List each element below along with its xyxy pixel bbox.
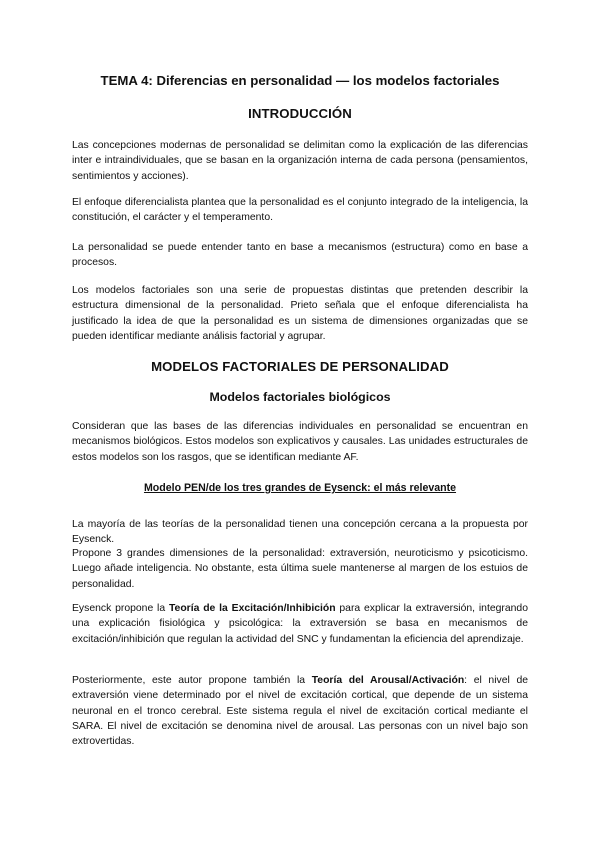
- pen-paragraph-2-text-b: para explicar la extraversión, integrando una explicación fisiológica y psicológica: la extraversión se basa en mecanismos de excitación/inhibición que regulan la actividad del SNC y fundamentan la eficiencia del aprendizaje.: [72, 603, 528, 645]
- subsection-heading-biologicos: Modelos factoriales biológicos: [209, 390, 391, 404]
- pen-paragraph-2-text-a: Eysenck propone la: [72, 603, 169, 614]
- pen-paragraph-2: [72, 601, 528, 647]
- section-heading-introduccion: INTRODUCCIÓN: [248, 106, 352, 121]
- pen-paragraph-1b: Propone 3 grandes dimensiones de la personalidad: extraversión, neuroticismo y psicoticismo. Luego añade inteligencia. No obstante, esta última suele mantenerse al margen de los estuios de personalidad.: [72, 548, 528, 590]
- intro-paragraph-3: La personalidad se puede entender tanto en base a mecanismos (estructura) como en base a procesos.: [72, 242, 528, 269]
- pen-paragraph-3: [72, 673, 528, 749]
- intro-paragraph-4: Los modelos factoriales son una serie de propuestas distintas que pretenden describir la estructura dimensional de la personalidad. Prieto señala que el enfoque diferencialista ha justificado la idea de que la personalidad es un sistema de dimensiones organizadas que se pueden identificar mediante análisis factorial y agrupar.: [72, 285, 528, 342]
- pen-paragraph-3-text-b: : el nivel de extraversión viene determinado por el nivel de excitación cortical, que depende de un sistema neuronal en el tronco cerebral. Este sistema regula el nivel de excitación cortical mediante el SARA. El nivel de excitación se denomina nivel de arousal. Las personas con un nivel bajo son extrovertidas.: [72, 675, 529, 748]
- teoria-arousal-term: Teoría del Arousal/Activación: [311, 675, 465, 686]
- section-heading-modelos: MODELOS FACTORIALES DE PERSONALIDAD: [151, 359, 449, 374]
- teoria-excitacion-term: Teoría de la Excitación/Inhibición: [168, 603, 336, 614]
- intro-paragraph-2: El enfoque diferencialista plantea que la personalidad es el conjunto integrado de la inteligencia, la constitución, el carácter y el temperamento.: [72, 197, 528, 224]
- biologicos-paragraph: Consideran que las bases de las diferencias individuales en personalidad se encuentran en mecanismos biológicos. Estos modelos son explicativos y causales. Las unidades estructurales de estos modelos son los rasgos, que se identifican mediante AF.: [72, 421, 528, 463]
- subsection-heading-pen: Modelo PEN/de los tres grandes de Eysenck: el más relevante: [143, 482, 457, 494]
- pen-paragraph-1a: La mayoría de las teorías de la personalidad tienen una concepción cercana a la propuesta por Eysenck.: [72, 519, 528, 546]
- pen-paragraph-3-text-a: Posteriormente, este autor propone también la: [72, 675, 312, 686]
- intro-paragraph-1: Las concepciones modernas de personalidad se delimitan como la explicación de las diferencias inter e intraindividuales, que se basan en la organización interna de cada persona (pensamientos, sentimientos y acciones).: [72, 140, 528, 182]
- document-title: TEMA 4: Diferencias en personalidad — los modelos factoriales: [100, 73, 500, 88]
